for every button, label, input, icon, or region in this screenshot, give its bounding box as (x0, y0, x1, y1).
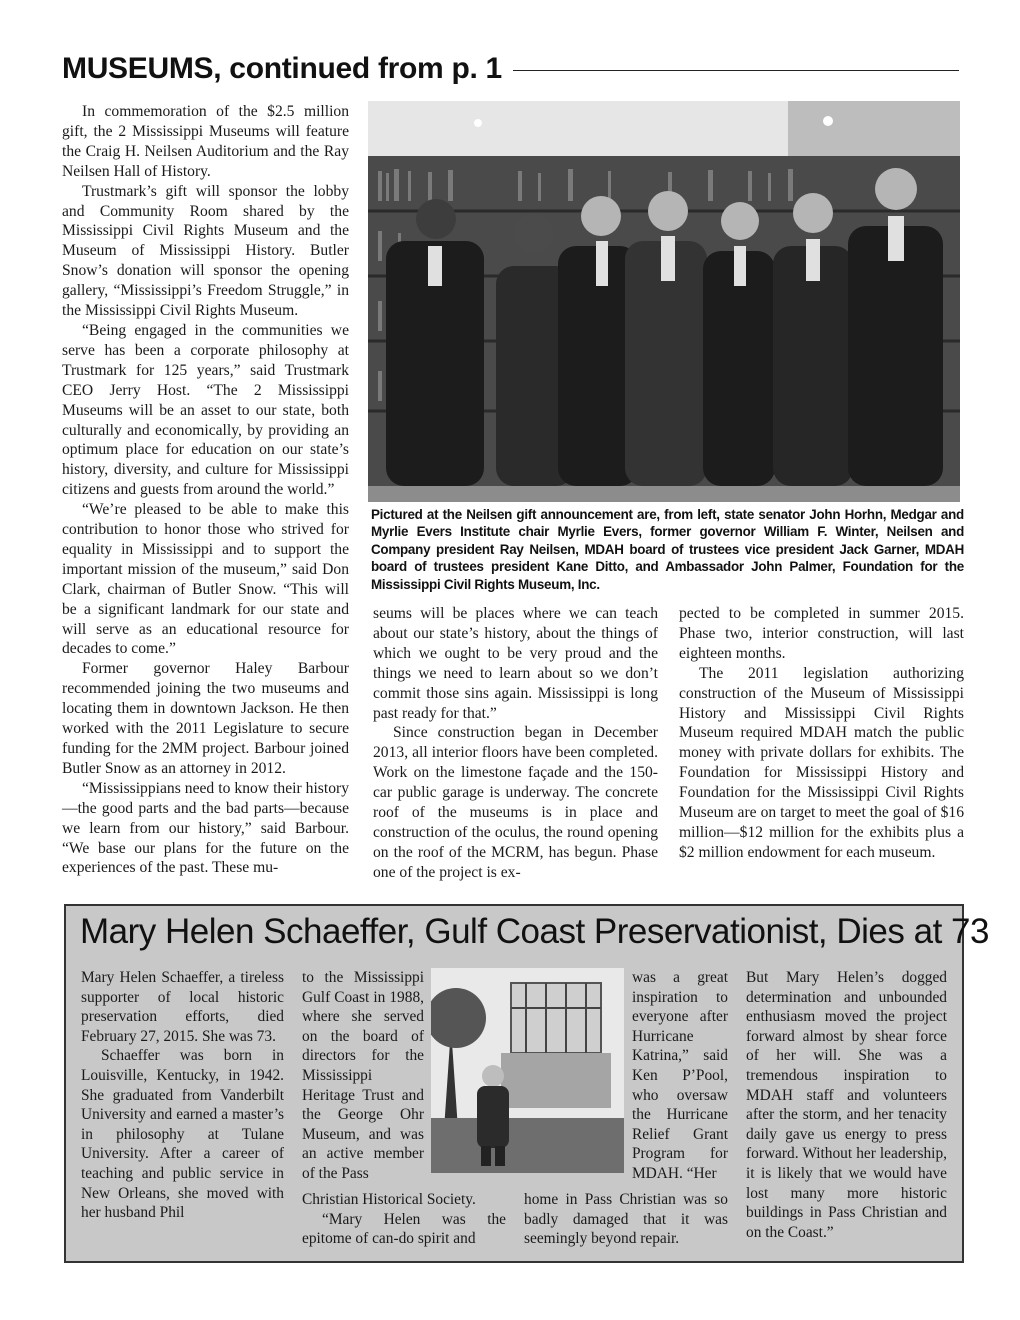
obituary-paragraph: But Mary Helen’s dogged determination and unbounded enthusiasm moved the project forward almost by shear force of her will. She was a tremendous inspiration to MDAH staff and volunteers after the storm, and her tenacity daily gave us energy to press forward. Without her leadership, it is likely that we would have lost many more historic buildings in Pass Christian and on the Coast.” (746, 969, 947, 1241)
article-paragraph: “Being engaged in the communities we serve has been a corporate philosophy at Trustmark for 125 years,” said Trustmark CEO Jerry Host. “The 2 Mississippi Museums will be an asset to our state, both culturally and economically, by providing an optimum place for education on our state’s history, diversity, and culture for Mississippi citizens and guests from around the world.” (62, 321, 349, 499)
obituary-paragraph: Christian Historical Society. (302, 1191, 476, 1208)
schaeffer-photo (431, 968, 624, 1173)
obituary-column-3-top (632, 968, 728, 1184)
obituary-title: Mary Helen Schaeffer, Gulf Coast Preservationist, Dies at 73 (80, 912, 989, 951)
article-paragraph: Trustmark’s gift will sponsor the lobby and Community Room shared by the Mississippi Civil Rights Museum and the Museum of Mississippi History. Butler Snow’s donation will sponsor the opening gallery, “Mississippi’s Freedom Struggle,” in the Mississippi Civil Rights Museum. (62, 182, 349, 320)
article-column-1 (62, 102, 349, 878)
obituary-column-1 (81, 968, 284, 1223)
photo-caption: Pictured at the Neilsen gift announcement are, from left, state senator John Horhn, Medgar and Myrlie Evers Institute chair Myrlie Evers, former governor William F. Winter, Neilsen and Company president Ray Neilsen, MDAH board of trustees vice president Jack Garner, MDAH board of trustees president Kane Ditto, and Ambassador John Palmer, Foundation for the Mississippi Civil Rights Museum, Inc. (371, 507, 964, 592)
article-paragraph: seums will be places where we can teach about our state’s history, about the things of which we ought to be very proud and the things we need to learn about so we don’t commit those sins again. Mississippi is long past ready for that.” (373, 605, 658, 722)
obituary-column-4 (746, 968, 947, 1242)
obituary-column-2-bottom (302, 1190, 506, 1249)
obituary-paragraph: to the Mississippi Gulf Coast in 1988, where she served on the board of directors for the Mississippi Heritage Trust and the George Ohr Museum, and was an active member of the Pass (302, 969, 424, 1182)
article-column-3 (679, 604, 964, 863)
obituary-column-3-bottom (524, 1190, 728, 1249)
group-photo-graphic (368, 101, 960, 502)
article-column-2 (373, 604, 658, 883)
article-paragraph: “We’re pleased to be able to make this contribution to honor those who strived for equality in Mississippi and to support the important mission of the museum,” said Don Clark, chairman of Butler Snow. “This will be a significant landmark for our state and will serve as an educational resource for decades to come.” (62, 501, 349, 658)
schaeffer-photo-graphic (431, 968, 624, 1173)
article-paragraph: In commemoration of the $2.5 million gift, the 2 Mississippi Museums will feature the Craig H. Neilsen Auditorium and the Ray Neilsen Hall of History. (62, 103, 349, 180)
headline-rule (513, 70, 959, 71)
obituary-paragraph: was a great inspiration to everyone after Hurricane Katrina,” said Ken P’Pool, who oversaw the Hurricane Relief Grant Program for MDAH. “Her (632, 969, 728, 1182)
article-paragraph: Former governor Haley Barbour recommended joining the two museums and locating them in downtown Jackson. He then worked with the 2011 Legislature to secure funding for the 2MM project. Barbour joined Butler Snow as an attorney in 2012. (62, 660, 349, 777)
article-paragraph: “Mississippians need to know their history—the good parts and the bad parts—because we learn from our history,” said Barbour. “We base our plans for the future on the experiences of the past. These mu- (62, 779, 349, 877)
article-paragraph: pected to be completed in summer 2015. Phase two, interior construction, will last eighteen months. (679, 605, 964, 662)
obituary-paragraph: home in Pass Christian was so badly damaged that it was seemingly beyond repair. (524, 1191, 728, 1248)
obituary-paragraph: Schaeffer was born in Louisville, Kentucky, in 1942. She graduated from Vanderbilt University and earned a master’s in philosophy at Tulane University. After a career of teaching and public service in New Orleans, she moved with her husband Phil (81, 1047, 284, 1222)
page-headline: MUSEUMS, continued from p. 1 (62, 52, 502, 85)
obituary-paragraph: Mary Helen Schaeffer, a tireless supporter of local historic preservation efforts, died February 27, 2015. She was 73. (81, 969, 284, 1045)
obituary-paragraph: “Mary Helen was the epitome of can-do spirit and (302, 1210, 506, 1248)
group-photo (368, 101, 960, 502)
article-paragraph: The 2011 legislation authorizing construction of the Museum of Mississippi History and Mississippi Civil Rights Museum required MDAH match the public money with private dollars for exhibits. The Foundation for Mississippi History and Foundation for the Mississippi Civil Rights Museum are on target to meet the goal of $16 million—$12 million for the exhibits plus a $2 million endowment for each museum. (679, 664, 964, 861)
article-paragraph: Since construction began in December 2013, all interior floors have been completed. Work on the limestone façade and the 150-car public garage is underway. The concrete roof of the museums is in place and construction of the oculus, the round opening on the roof of the MCRM, has begun. Phase one of the project is ex- (373, 724, 658, 881)
obituary-column-2-top (302, 968, 424, 1184)
